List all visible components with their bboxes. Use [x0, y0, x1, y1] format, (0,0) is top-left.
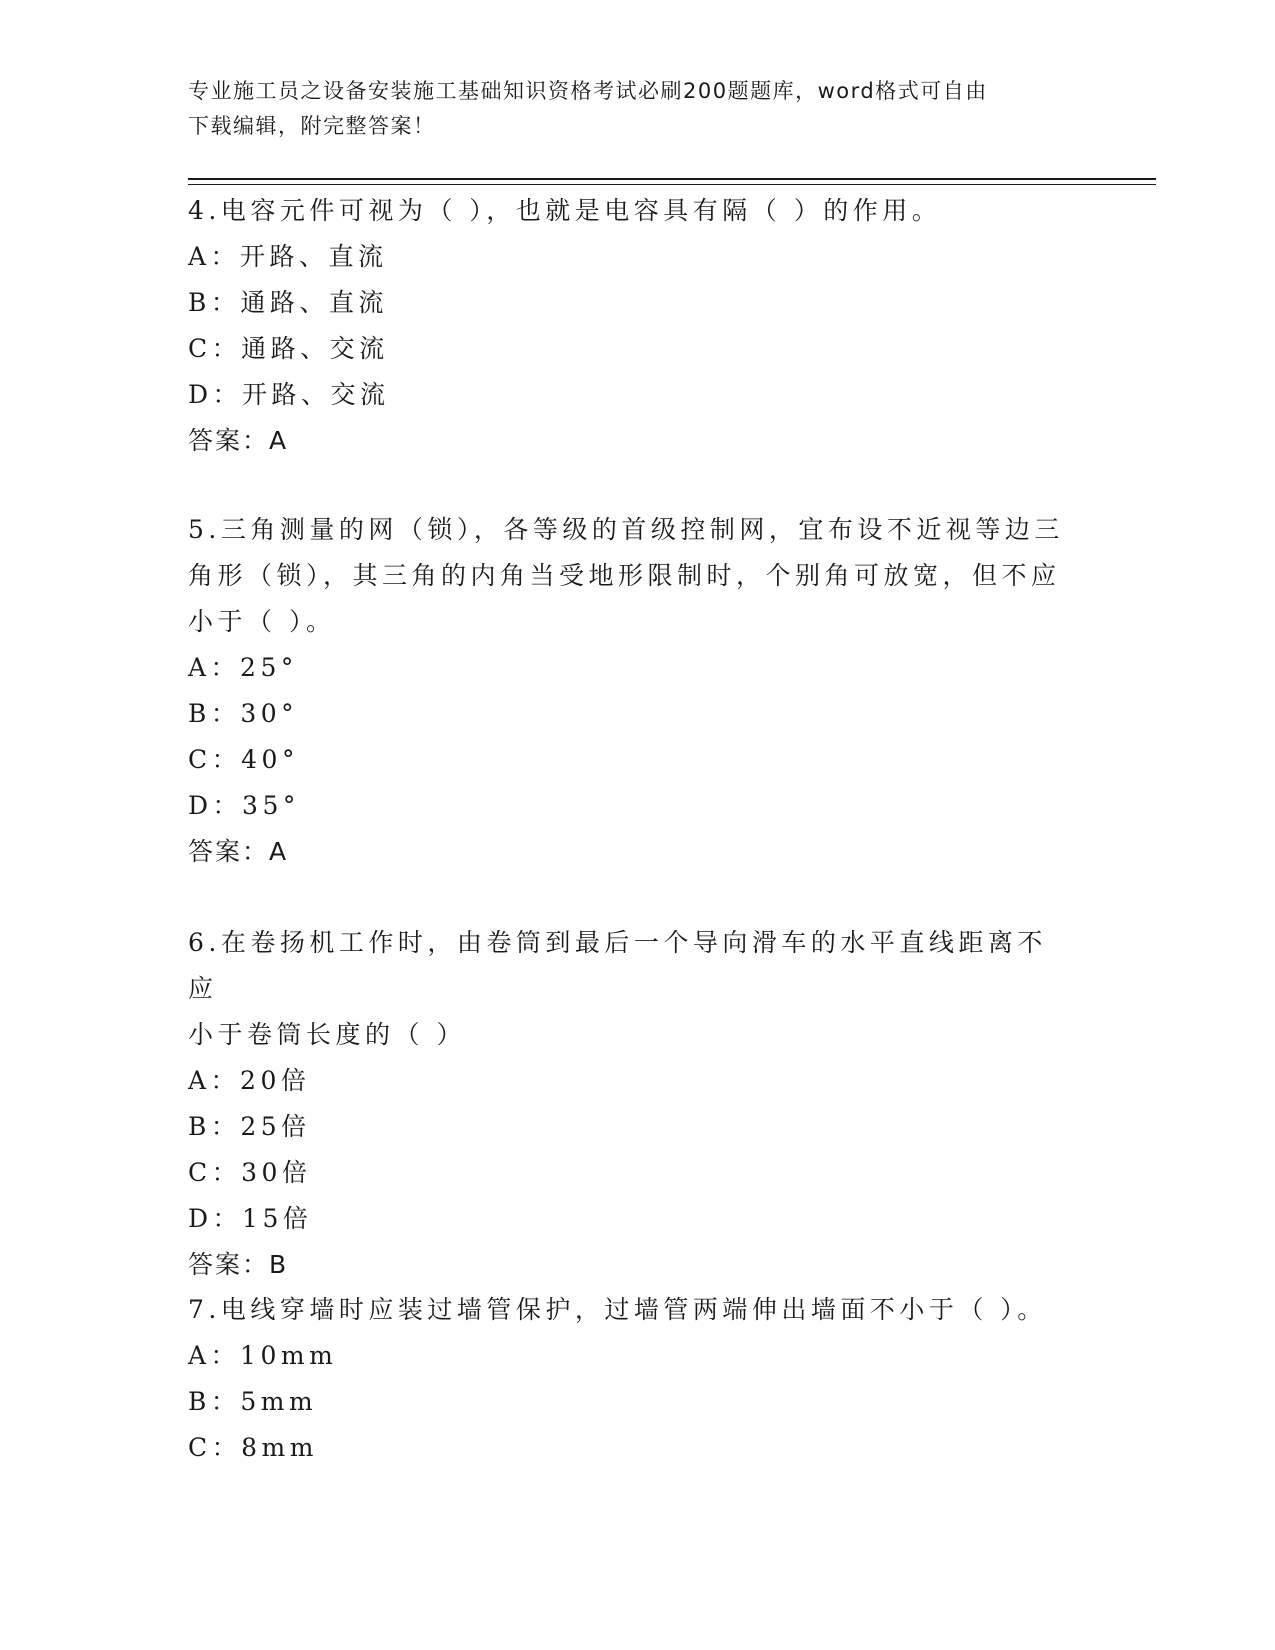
option-b: B：5mm	[188, 1387, 318, 1416]
header-line-2: 下载编辑，附完整答案！	[188, 114, 436, 138]
option-a: A：20倍	[188, 1066, 311, 1095]
document-header	[188, 74, 1088, 144]
option-c: C：30倍	[188, 1158, 312, 1187]
option-c: C：40°	[188, 745, 299, 774]
question-stem-line: 6.在卷扬机工作时，由卷筒到最后一个导向滑车的水平直线距离不应	[188, 928, 1047, 1003]
option-b: B：30°	[188, 699, 299, 728]
question-7	[188, 1287, 1068, 1471]
question-stem-line: 小于（ ）。	[188, 607, 336, 636]
question-stem-line: 5.三角测量的网（锁），各等级的首级控制网，宜布设不近视等边三	[188, 515, 1064, 544]
header-rule-thick	[188, 178, 1156, 180]
option-a: A：开路、直流	[188, 242, 388, 271]
question-stem-line: 4.电容元件可视为（ ），也就是电容具有隔（ ）的作用。	[188, 196, 942, 225]
option-a: A：25°	[188, 653, 298, 682]
answer-line: 答案：B	[188, 1250, 289, 1279]
option-b: B：通路、直流	[188, 288, 388, 317]
option-c: C：8mm	[188, 1433, 318, 1462]
header-line-1: 专业施工员之设备安装施工基础知识资格考试必刷200题题库，word格式可自由	[188, 79, 988, 103]
option-d: D：开路、交流	[188, 380, 390, 409]
option-a: A：10mm	[188, 1341, 338, 1370]
option-d: D：35°	[188, 791, 300, 820]
question-stem-line: 角形（锁），其三角的内角当受地形限制时，个别角可放宽，但不应	[188, 561, 1061, 590]
question-stem-line: 小于卷筒长度的（ ）	[188, 1020, 466, 1049]
question-stem-line: 7.电线穿墙时应装过墙管保护，过墙管两端伸出墙面不小于（ ）。	[188, 1295, 1047, 1324]
answer-line: 答案：A	[188, 426, 289, 455]
question-6	[188, 920, 1068, 1288]
option-c: C：通路、交流	[188, 334, 389, 363]
header-rule-thin	[188, 184, 1156, 185]
option-d: D：15倍	[188, 1204, 313, 1233]
option-b: B：25倍	[188, 1112, 311, 1141]
question-4	[188, 188, 1068, 464]
answer-line: 答案：A	[188, 837, 289, 866]
question-5	[188, 507, 1068, 875]
